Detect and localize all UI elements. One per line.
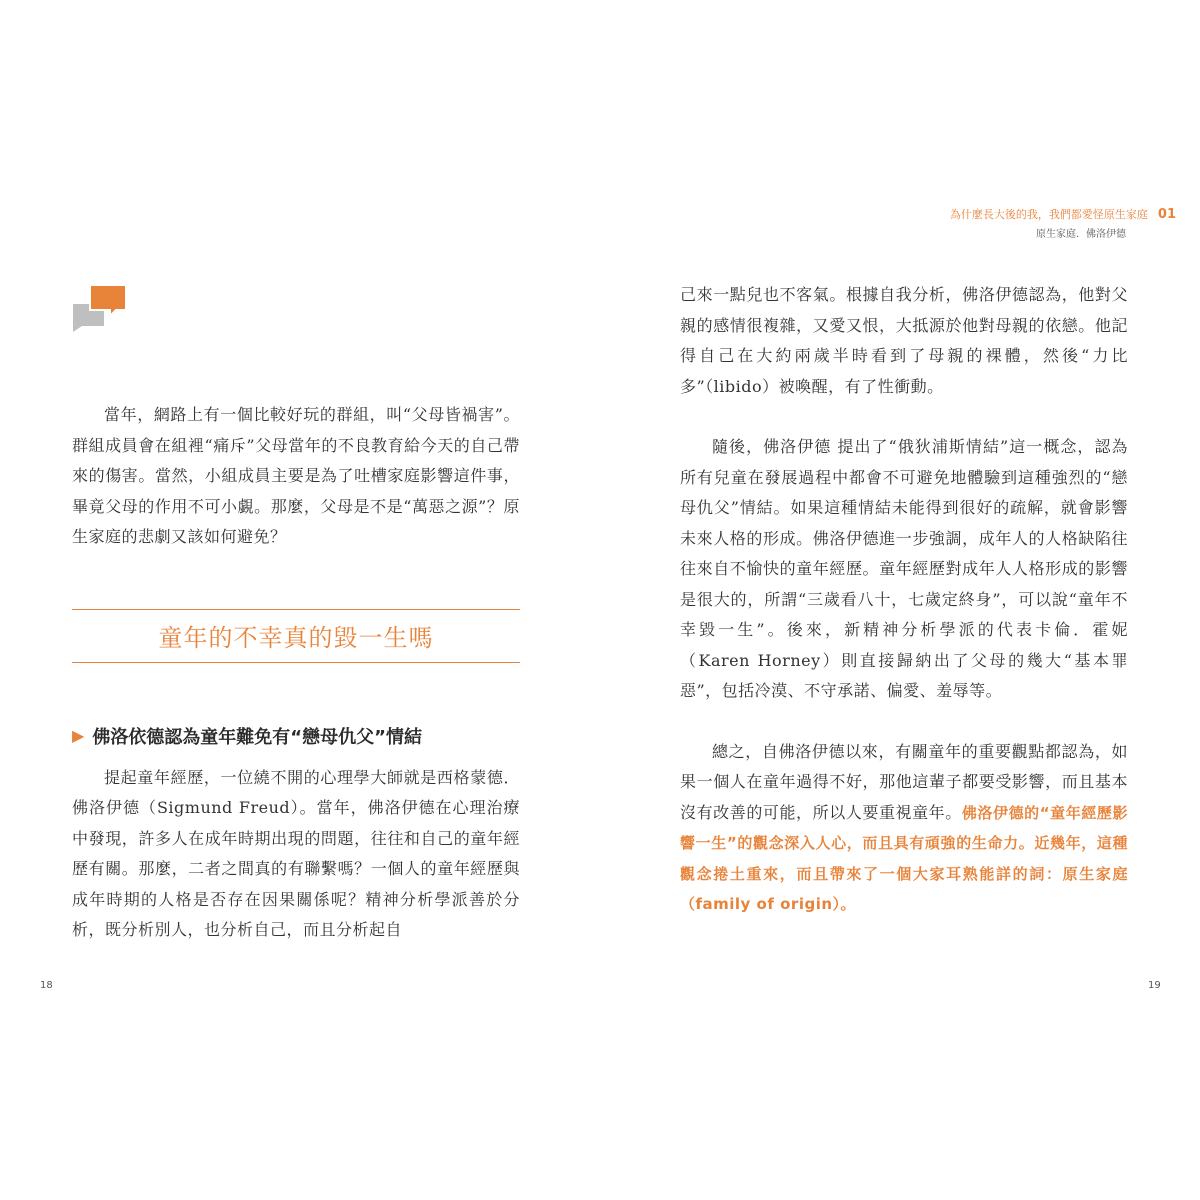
page-number-right: 19 bbox=[1148, 980, 1161, 991]
section-title: 童年的不幸真的毀一生嗎 bbox=[158, 624, 434, 652]
intro-paragraph: 當年，網路上有一個比較好玩的群組，叫“父母皆禍害”。群組成員會在組裡“痛斥”父母當年的不良教育給今天的自己帶來的傷害。當然，小組成員主要是為了吐槽家庭影響這件事，畢竟父母的作用不可小覷。那麼，父母是不是“萬惡之源”？原生家庭的悲劇又該如何避免？ bbox=[72, 405, 520, 546]
header-line-1 bbox=[950, 206, 1176, 222]
paragraph-1: 己來一點兒也不客氣。根據自我分析，佛洛伊德認為，他對父親的感情很複雜，又愛又恨，大抵源於他對母親的依戀。他記得自己在大約兩歲半時看到了母親的裸體，然後“力比多”（libido）被喚醒，有了性衝動。 bbox=[680, 285, 1128, 396]
paragraph-3 bbox=[680, 737, 1128, 920]
speech-bubbles-icon bbox=[72, 284, 128, 334]
subheading-text: 佛洛依德認為童年難免有“戀母仇父”情結 bbox=[92, 726, 422, 748]
body-paragraph: 提起童年經歷，一位繞不開的心理學大師就是西格蒙德．佛洛伊德（Sigmund Freud）。當年，佛洛伊德在心理治療中發現，許多人在成年時期出現的問題，往往和自己的童年經歷有關。那麼，二者之間真的有聯繫嗎？一個人的童年經歷與成年時期的人格是否存在因果關係呢？精神分析學派善於分析，既分析別人，也分析自己，而且分析起自 bbox=[72, 767, 520, 939]
page-number-left: 18 bbox=[40, 980, 53, 991]
chapter-number: 01 bbox=[1157, 206, 1176, 222]
paragraph-3-text: 總之，自佛洛伊德以來，有關童年的重要觀點都認為，如果一個人在童年過得不好，那他這輩子都要受影響，而且基本沒有改善的可能，所以人要重視童年。 bbox=[680, 741, 1128, 822]
section-title-box bbox=[72, 609, 520, 663]
header-subtitle: 原生家庭．佛洛伊德 bbox=[1036, 229, 1126, 240]
paragraph-3-highlight: 佛洛伊德的“童年經歷影響一生”的觀念深入人心，而且具有頑強的生命力。近幾年，這種觀念捲土重來，而且帶來了一個大家耳熟能詳的詞：原生家庭（family of origin）。 bbox=[680, 803, 1128, 913]
paragraph-2: 隨後，佛洛伊德 提出了“俄狄浦斯情結”這一概念，認為所有兒童在發展過程中都會不可避免地體驗到這種強烈的“戀母仇父”情結。如果這種情結未能得到很好的疏解，就會影響未來人格的形成。佛洛伊德進一步強調，成年人的人格缺陷往往來自不愉快的童年經歷。童年經歷對成年人人格形成的影響是很大的，所謂“三歲看八十，七歲定終身”，可以說“童年不幸毀一生”。後來，新精神分析學派的代表卡倫．霍妮（Karen Horney）則直接歸納出了父母的幾大“基本罪惡”，包括冷漠、不守承諾、偏愛、羞辱等。 bbox=[680, 437, 1128, 700]
triangle-right-icon: ▶ bbox=[72, 726, 85, 745]
subheading bbox=[72, 723, 520, 749]
left-page-content bbox=[72, 400, 520, 946]
right-page-content bbox=[680, 280, 1128, 920]
running-header bbox=[950, 206, 1176, 240]
running-title: 為什麼長大後的我，我們都愛怪原生家庭 bbox=[949, 208, 1148, 221]
